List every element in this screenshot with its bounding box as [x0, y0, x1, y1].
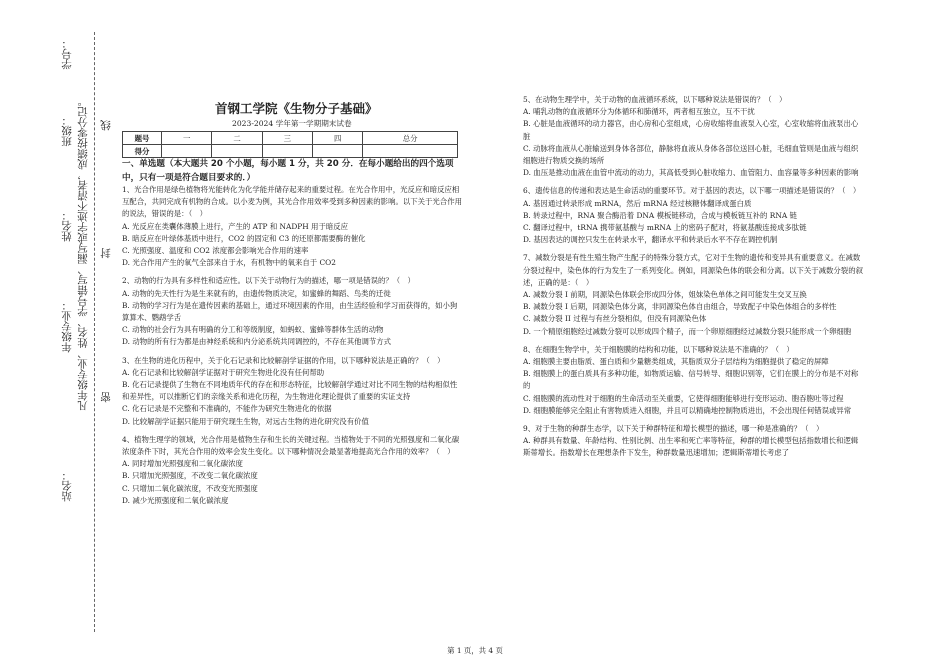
station-label: 站名：	[61, 470, 73, 502]
option: B. 化石记录提供了生物在不同地质年代的存在和形态特征，比较解剖学通过对比不同生物的结构相似性和差异性，可以推断它们的亲缘关系和进化历程，为生物进化理论提供了重要的实证支持	[122, 380, 458, 402]
question-stem: 9、对于生物的种群生态学，以下关于种群特征和增长模型的描述，哪一种是准确的？（ ）	[523, 424, 824, 434]
page-footer: 第 1 页，共 4 页	[447, 646, 503, 655]
question-5	[523, 94, 865, 179]
question-9	[523, 423, 865, 460]
option: C. 化石记录是不完整和不准确的，不能作为研究生物进化的依据	[122, 404, 332, 414]
option: A. 哺乳动物的血液循环分为体循环和肺循环，两者相互独立，互不干扰	[523, 107, 755, 117]
question-6	[523, 185, 865, 246]
option: C. 减数分裂 II 过程与有丝分裂相似，但没有同源染色体	[523, 314, 707, 324]
score-input-cell[interactable]	[212, 145, 262, 158]
option: C. 细胞膜的流动性对于细胞的生命活动至关重要，它使得细胞能够进行变形运动、胞吞胞吐等过程	[523, 393, 844, 403]
question-stem: 8、在细胞生物学中，关于细胞膜的结构和功能，以下哪种说法是不准确的？（ ）	[523, 344, 794, 354]
option: D. 一个精原细胞经过减数分裂可以形成四个精子，而一个卵原细胞经过减数分裂只能形成一个卵细胞	[523, 326, 852, 336]
score-input-cell[interactable]	[262, 145, 312, 158]
seal-mi: 密	[100, 392, 112, 403]
option: A. 基因通过转录形成 mRNA，然后 mRNA 经过核糖体翻译成蛋白质	[523, 198, 752, 208]
question-stem: 2、动物的行为具有多样性和适应性。以下关于动物行为的描述，哪一项是错误的？（ ）	[122, 276, 415, 286]
seal-feng: 封	[100, 248, 112, 259]
score-cell: 二	[212, 132, 262, 145]
option: A. 减数分裂 I 前期，同源染色体联会形成四分体，姐妹染色单体之间可能发生交叉互换	[523, 290, 807, 300]
option: D. 光合作用产生的氧气全部来自于水，有机物中的氧来自于 CO2	[122, 258, 336, 268]
left-column	[122, 184, 462, 513]
question-2	[122, 275, 462, 348]
score-cell: 题号	[123, 132, 162, 145]
student-id-label: 学号：	[61, 38, 73, 70]
option: A. 同时增加光照强度和二氧化碳浓度	[122, 459, 243, 469]
class-label: 班级：	[61, 115, 73, 147]
score-cell: 总分	[363, 132, 458, 145]
option: C. 只增加二氧化碳浓度，不改变光照强度	[122, 483, 258, 493]
question-1	[122, 184, 462, 269]
question-stem: 1、光合作用是绿色植物将光能转化为化学能并储存起来的重要过程。在光合作用中，光反应和暗反应相互配合，共同完成有机物的合成。以小麦为例，其光合作用效率受到多种因素的影响。以下关于光合作用的说法，错误的是：（ ）	[122, 185, 462, 219]
question-7	[523, 252, 865, 337]
score-cell: 四	[313, 132, 363, 145]
section-heading: 一、单选题（本大题共 20 个小题，每小题 1 分，共 20 分．在每小题给出的四个选项中，只有一项是符合题目要求的．）	[122, 159, 454, 183]
option: C. 动脉将血液从心脏输送到身体各部位，静脉将血液从身体各部位送回心脏，毛细血管则是血液与组织细胞进行物质交换的场所	[523, 143, 859, 166]
question-stem: 3、在生物的进化历程中，关于化石记录和比较解剖学证据的作用，以下哪种说法是正确的？（ ）	[122, 355, 445, 365]
major-label: 年级专业：	[61, 300, 73, 353]
option: B. 减数分裂 I 后期，同源染色体分离，非同源染色体自由组合，导致配子中染色体组合的多样性	[523, 302, 837, 312]
question-8	[523, 344, 865, 417]
seal-xian: 线	[100, 120, 112, 131]
question-4	[122, 434, 462, 507]
binding-dashed-line	[94, 32, 95, 632]
option: D. 比较解剖学证据只能用于研究现生生物，对远古生物的进化研究没有价值	[122, 416, 369, 426]
exam-title: 首钢工学院《生物分子基础》	[215, 101, 378, 116]
name-label: 姓名：	[61, 210, 73, 242]
option: B. 转录过程中，RNA 聚合酶沿着 DNA 模板链移动，合成与模板链互补的 RNA 链	[523, 210, 797, 220]
question-3	[122, 355, 462, 428]
score-cell: 三	[262, 132, 312, 145]
score-table-header-row	[123, 132, 458, 145]
option: B. 细胞膜上的蛋白质具有多种功能，如物质运输、信号转导、细胞识别等，它们在膜上的分布是不对称的	[523, 369, 859, 391]
option: A. 化石记录和比较解剖学证据对于研究生物进化没有任何帮助	[122, 367, 325, 377]
option: D. 减少光照强度和二氧化碳浓度	[122, 495, 229, 505]
option: B. 动物的学习行为是在遗传因素的基础上，通过环境因素的作用，由生活经验和学习而获得的，如小狗算算术、鹦鹉学舌	[122, 300, 458, 323]
right-column	[523, 94, 865, 466]
option: A. 种群具有数量、年龄结构、性别比例、出生率和死亡率等特征，种群的增长模型包括指数增长和逻辑斯蒂增长。指数增长在理想条件下发生，种群数量迅速增加；逻辑斯蒂增长考虑了	[523, 436, 859, 458]
option: D. 基因表达的调控只发生在转录水平，翻译水平和转录后水平不存在调控机制	[523, 235, 778, 245]
option: C. 光照强度、温度和 CO2 浓度都会影响光合作用的速率	[122, 246, 309, 256]
score-input-cell[interactable]	[363, 145, 458, 158]
option: D. 血压是推动血液在血管中流动的动力，其高低受到心脏收缩力、血管阻力、血容量等多种因素的影响	[523, 168, 859, 178]
question-stem: 6、遗传信息的传递和表达是生命活动的重要环节。对于基因的表达，以下哪一项描述是错误的？（ ）	[523, 186, 861, 196]
score-input-cell[interactable]	[313, 145, 363, 158]
score-input-cell[interactable]	[162, 145, 212, 158]
question-stem: 5、在动物生理学中，关于动物的血液循环系统，以下哪种说法是错误的？（ ）	[523, 95, 787, 104]
option: B. 暗反应在叶绿体基质中进行，CO2 的固定和 C3 的还原都需要酶的催化	[122, 233, 366, 243]
score-cell: 一	[162, 132, 212, 145]
score-table	[122, 131, 458, 158]
option: C. 动物的社会行为具有明确的分工和等级制度，如蚂蚁、蜜蜂等群体生活的动物	[122, 325, 384, 335]
seal-warning: 凡年级专业、姓名、学号错写、漏写或字迹不清者，成绩按零分记。	[77, 96, 89, 411]
option: D. 动物的所有行为都是由神经系统和内分泌系统共同调控的，不存在其他调节方式	[122, 337, 392, 347]
option: B. 心脏是血液循环的动力器官，由心房和心室组成，心房收缩将血液泵入心室，心室收缩将血液泵出心脏	[523, 119, 859, 141]
exam-subtitle: 2023-2024 学年第一学期期末试卷	[232, 119, 352, 128]
option: A. 动物的先天性行为是生来就有的，由遗传物质决定，如蜜蜂的舞蹈、鸟类的迁徙	[122, 288, 391, 298]
option: D. 细胞膜能够完全阻止有害物质进入细胞，并且可以精确地控制物质进出，不会出现任何错误或异常	[523, 405, 852, 415]
score-table-score-row	[123, 145, 458, 158]
question-stem: 4、植物生理学的领域，光合作用是植物生存和生长的关键过程。当植物处于不同的光照强度和二氧化碳浓度条件下时，其光合作用的效率会发生变化。以下哪种情况会最显著地提高光合作用的效率？（ ）	[122, 434, 460, 457]
option: A. 光反应在类囊体薄膜上进行，产生的 ATP 和 NADPH 用于暗反应	[122, 221, 349, 231]
score-cell: 得分	[123, 145, 162, 158]
option: B. 只增加光照强度，不改变二氧化碳浓度	[122, 471, 258, 481]
option: C. 翻译过程中，tRNA 携带氨基酸与 mRNA 上的密码子配对，将氨基酸连接成多肽链	[523, 223, 807, 233]
question-stem: 7、减数分裂是有性生殖生物产生配子的特殊分裂方式，它对于生物的遗传和变异具有重要意义。在减数分裂过程中，染色体的行为发生了一系列变化。例如，同源染色体的联会和分离。以下关于减数分裂的叙述，正确的是：（ ）	[523, 253, 863, 287]
option: A. 细胞膜主要由脂质、蛋白质和少量糖类组成，其脂质双分子层结构为细胞提供了稳定的屏障	[523, 357, 829, 367]
